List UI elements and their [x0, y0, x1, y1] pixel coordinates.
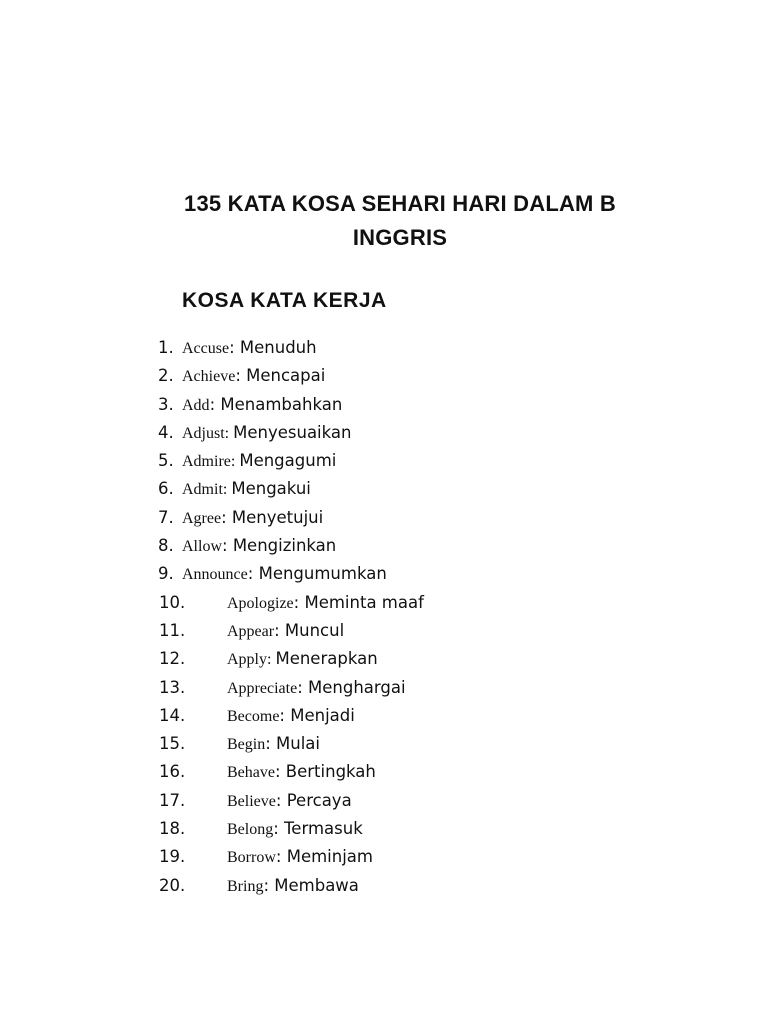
indonesian-meaning: Menambahkan	[220, 394, 343, 414]
item-number: 17.	[159, 790, 186, 810]
document-title	[150, 187, 650, 255]
english-word: Behave	[227, 764, 275, 782]
list-item: 13. Appreciate: Menghargai	[0, 674, 600, 702]
indonesian-meaning: Mengumumkan	[258, 564, 387, 584]
indonesian-meaning: Menyetujui	[231, 507, 324, 527]
list-item: 14. Become: Menjadi	[0, 702, 600, 730]
item-number: 19.	[159, 847, 186, 867]
english-word: Admire	[182, 453, 231, 471]
list-item: 16. Behave: Bertingkah	[0, 758, 600, 786]
indonesian-meaning: Mengagumi	[239, 451, 337, 471]
item-number: 13.	[159, 677, 186, 697]
list-item: 3. Add: Menambahkan	[0, 391, 600, 419]
list-item: 19. Borrow: Meminjam	[0, 843, 600, 871]
item-number: 18.	[159, 819, 186, 839]
indonesian-meaning: Bertingkah	[285, 762, 376, 782]
item-number: 2.	[158, 366, 174, 386]
english-word: Bring	[227, 877, 264, 895]
list-item: 10. Apologize: Meminta maaf	[0, 589, 600, 617]
item-number: 15.	[159, 734, 186, 754]
item-number: 6.	[158, 479, 174, 499]
list-item: 20. Bring: Membawa	[0, 872, 600, 900]
english-word: Appreciate	[227, 679, 298, 697]
english-word: Announce	[182, 566, 248, 584]
item-number: 14.	[159, 705, 186, 725]
section-heading: KOSA KATA KERJA	[182, 289, 387, 312]
english-word: Achieve	[182, 368, 236, 386]
english-word: Believe	[227, 792, 276, 810]
item-number: 12.	[159, 649, 186, 669]
indonesian-meaning: Menghargai	[308, 677, 406, 697]
item-number: 8.	[158, 536, 174, 556]
indonesian-meaning: Mengakui	[231, 479, 311, 499]
english-word: Agree	[182, 509, 222, 527]
item-number: 9.	[158, 564, 174, 584]
english-word: Become	[227, 707, 280, 725]
list-item: 11. Appear: Muncul	[0, 617, 600, 645]
english-word: Borrow	[227, 849, 276, 867]
item-number: 5.	[158, 451, 174, 471]
english-word: Belong	[227, 821, 274, 839]
english-word: Admit	[182, 481, 223, 499]
item-number: 11.	[159, 620, 186, 640]
item-number: 10.	[159, 592, 186, 612]
indonesian-meaning: Mulai	[276, 734, 321, 754]
indonesian-meaning: Muncul	[284, 620, 345, 640]
item-number: 7.	[158, 507, 174, 527]
item-number: 20.	[159, 875, 186, 895]
item-number: 3.	[158, 394, 174, 414]
list-item: 7. Agree: Menyetujui	[0, 504, 600, 532]
english-word: Allow	[182, 538, 222, 556]
item-number: 16.	[159, 762, 186, 782]
english-word: Begin	[227, 736, 266, 754]
indonesian-meaning: Percaya	[286, 790, 352, 810]
list-item: 18. Belong: Termasuk	[0, 815, 600, 843]
indonesian-meaning: Mencapai	[246, 366, 326, 386]
indonesian-meaning: Meminjam	[286, 847, 373, 867]
indonesian-meaning: Meminta maaf	[304, 592, 424, 612]
list-item: 12. Apply: Menerapkan	[0, 645, 600, 673]
list-item: 15. Begin: Mulai	[0, 730, 600, 758]
document-title-line-1: 135 KATA KOSA SEHARI HARI DALAM B	[184, 191, 616, 216]
indonesian-meaning: Termasuk	[284, 819, 363, 839]
list-item: 9. Announce: Mengumumkan	[0, 560, 600, 588]
list-item: 4. Adjust: Menyesuaikan	[0, 419, 600, 447]
english-word: Apply	[227, 651, 267, 669]
english-word: Accuse	[182, 340, 230, 357]
english-word: Add	[182, 396, 210, 414]
indonesian-meaning: Mengizinkan	[232, 536, 337, 556]
indonesian-meaning: Menjadi	[290, 705, 355, 725]
document-title-line-2: INGGRIS	[352, 225, 448, 250]
item-number: 4.	[158, 422, 174, 442]
list-item: 2. Achieve: Mencapai	[0, 362, 600, 390]
list-item: 8. Allow: Mengizinkan	[0, 532, 600, 560]
indonesian-meaning: Membawa	[274, 875, 359, 895]
english-word: Appear	[227, 622, 275, 640]
english-word: Adjust	[182, 424, 225, 442]
indonesian-meaning: Menuduh	[239, 338, 317, 357]
list-item: 6. Admit: Mengakui	[0, 475, 600, 503]
english-word: Apologize	[227, 594, 294, 612]
indonesian-meaning: Menerapkan	[275, 649, 378, 669]
list-item: 1. Accuse: Menuduh	[0, 334, 600, 362]
list-item: 17. Believe: Percaya	[0, 787, 600, 815]
indonesian-meaning: Menyesuaikan	[233, 422, 352, 442]
vocab-list	[0, 334, 600, 900]
item-number: 1.	[158, 338, 174, 357]
list-item: 5. Admire: Mengagumi	[0, 447, 600, 475]
